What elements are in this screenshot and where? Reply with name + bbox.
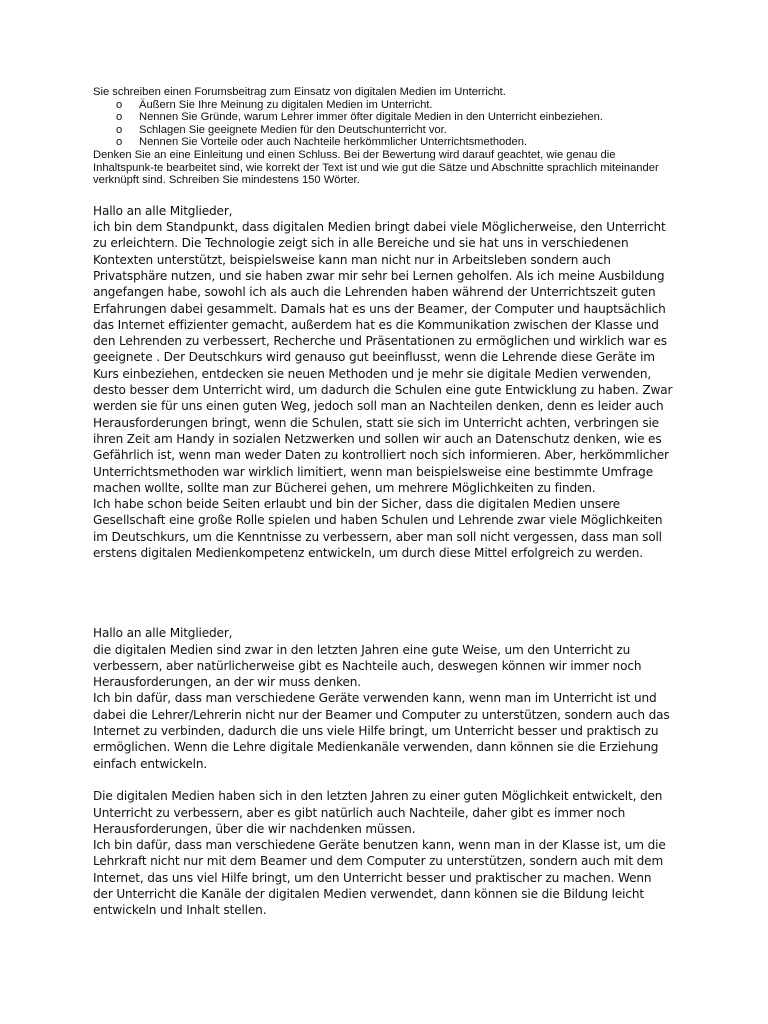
bullet-marker: o: [116, 123, 123, 136]
bullet-marker: o: [116, 98, 123, 111]
document-content: [93, 86, 673, 919]
paragraph-spacer: [93, 772, 673, 788]
task-bullet-text: Äußern Sie Ihre Meinung zu digitalen Medien im Unterricht.: [139, 98, 433, 111]
task-bullet-item: [93, 99, 673, 112]
essay-greeting: Hallo an alle Mitglieder,: [93, 203, 233, 218]
task-bullet-text: Nennen Sie Vorteile oder auch Nachteile herkömmlicher Unterrichtsmethoden.: [139, 136, 528, 149]
essay-paragraph: Ich bin dafür, dass man verschiedene Geräte benutzen kann, wenn man in der Klasse ist, um die Lehrkraft nicht nur mit dem Beamer und dem Computer zu unterstützen, sondern auch mit dem Internet, das uns viel Hilfe bringt, um den Unterricht besser und praktischer zu machen. Wenn der Unterricht die Kanäle der digitalen Medien verwendet, dann können sie die Bildung leicht entwickeln und Inhalt stellen.: [93, 838, 666, 918]
task-bullet-item: [93, 124, 673, 137]
task-instructions: Denken Sie an eine Einleitung und einen Schluss. Bei der Bewertung wird darauf geachtet, wie genau die Inhaltspunk-te bearbeitet sind, wie korrekt der Text ist und wie gut die Sätze und Abschnitte sprachlich miteinander verknüpft sind. Schreiben Sie mindestens 150 Wörter.: [93, 148, 659, 187]
bullet-marker: o: [116, 136, 123, 149]
bullet-marker: o: [116, 111, 123, 124]
task-bullet-item: [93, 136, 673, 149]
essay-paragraph: Ich habe schon beide Seiten erlaubt und bin der Sicher, dass die digitalen Medien unsere Gesellschaft eine große Rolle spielen und haben Schulen und Lehrende zwar viele Möglichkeiten im Deutschkurs, um die Kenntnisse zu verbessern, aber man soll nicht vergessen, dass man soll erstens digitalen Medienkompetenz entwickeln, um durch diese Mittel erfolgreich zu werden.: [93, 497, 663, 560]
essay-greeting: Hallo an alle Mitglieder,: [93, 626, 233, 641]
essay-paragraph: die digitalen Medien sind zwar in den letzten Jahren eine gute Weise, um den Unterricht zu verbessern, aber natürlicherweise gibt es Nachteile auch, deswegen können wir immer noch Herausforderungen, an der wir muss denken.: [93, 642, 642, 690]
task-bullet-text: Schlagen Sie geeignete Medien für den Deutschunterricht vor.: [139, 123, 447, 136]
task-bullet-list: [93, 99, 673, 149]
task-intro: Sie schreiben einen Forumsbeitrag zum Einsatz von digitalen Medien im Unterricht.: [93, 86, 506, 98]
essay-paragraph: Die digitalen Medien haben sich in den letzten Jahren zu einer guten Möglichkeit entwickelt, den Unterricht zu verbessern, aber es gibt natürlich auch Nachteile, daher gibt es immer noch Herausforderungen, über die wir nachdenken müssen.: [93, 789, 663, 836]
essay-draft-1: [93, 203, 673, 562]
task-bullet-item: [93, 111, 673, 124]
essay-draft-2: [93, 625, 673, 918]
essay-paragraph: Ich bin dafür, dass man verschiedene Geräte verwenden kann, wenn man im Unterricht ist und dabei die Lehrer/Lehrerin nicht nur der Beamer und Computer zu unterstützen, sondern auch das Internet zu verbinden, dadurch die uns viele Hilfe bringt, um Unterricht besser und praktisch zu ermöglichen. Wenn die Lehre digitale Medienkanäle verwenden, dann können sie die Erziehung einfach entwickeln.: [93, 691, 670, 771]
essay-paragraph: ich bin dem Standpunkt, dass digitalen Medien bringt dabei viele Möglicherweise, den Unterricht zu erleichtern. Die Technologie zeigt sich in alle Bereiche und sie hat uns in verschiedenen Kontexten unterstützt, beispielsweise kann man nicht nur in Arbeitsleben sondern auch Privatsphäre nutzen, und sie haben zwar mir sehr bei Lernen geholfen. Als ich meine Ausbildung angefangen habe, sowohl ich als auch die Lehrenden haben während der Unterrichtszeit guten Erfahrungen dabei gesammelt. Damals hat es uns der Beamer, der Computer und hauptsächlich das Internet effizienter gemacht, außerdem hat es die Kommunikation zwischen der Klasse und den Lehrenden zu verbessert, Recherche und Präsentationen zu ermöglichen und wirklich war es geeignete . Der Deutschkurs wird genauso gut beeinflusst, wenn die Lehrende diese Geräte im Kurs einbeziehen, entdecken sie neuen Methoden und je mehr sie digitale Medien verwenden, desto besser dem Unterricht wird, um dadurch die Schulen eine gute Entwicklung zu haben. Zwar werden sie für uns einen guten Weg, jedoch soll man an Nachteilen denken, denn es leider auch Herausforderungen bringt, wenn die Schulen, statt sie sich im Unterricht achten, verbringen sie ihren Zeit am Handy in sozialen Netzwerken und sollen wir auch an Datenschutz denken, wie es Gefährlich ist, wenn man weder Daten zu kontrolliert noch sich informieren. Aber, herkömmlicher Unterrichtsmethoden war wirklich limitiert, wenn man beispielsweise eine bestimmte Umfrage machen wollte, sollte man zur Bücherei gehen, um mehrere Möglichkeiten zu finden.: [93, 220, 673, 495]
task-bullet-text: Nennen Sie Gründe, warum Lehrer immer öfter digitale Medien in den Unterricht einbeziehen.: [139, 111, 603, 124]
task-prompt: [93, 86, 673, 187]
